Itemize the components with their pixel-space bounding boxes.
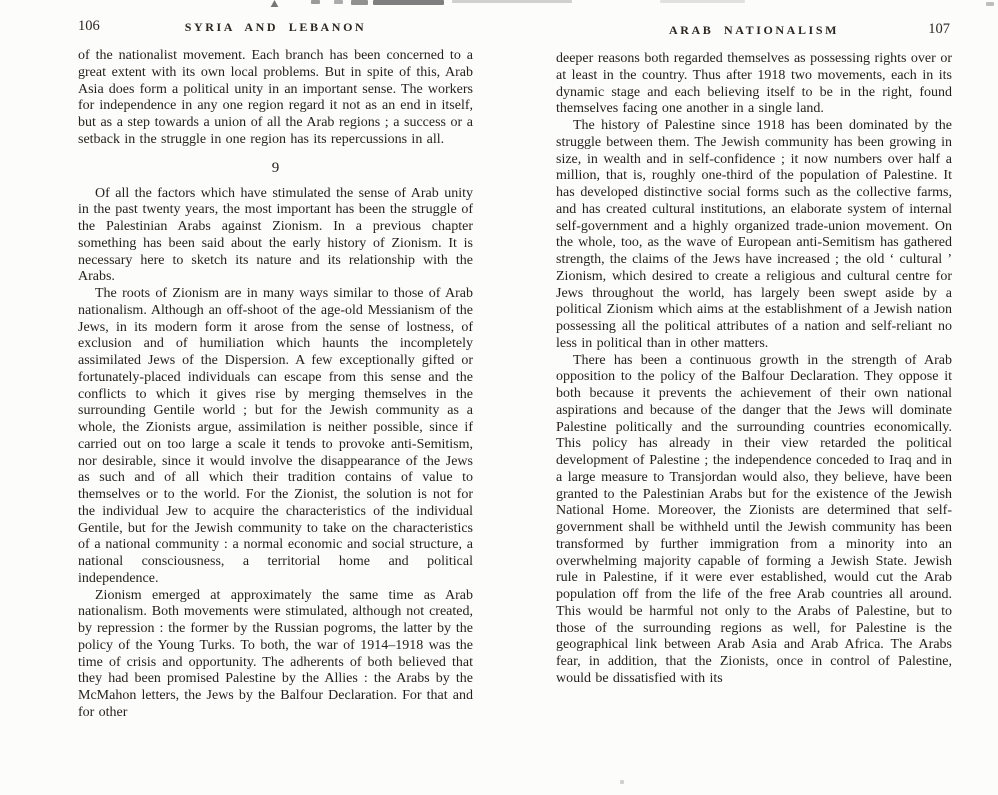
running-header: SYRIA AND LEBANON <box>184 20 367 34</box>
paragraph: deeper reasons both regarded themselves as possessing rights over or at least in the country. Thus after 1918 two movements, each in its dynamic stage and each believing itself to be in the right, found themselves facing one another in a single land. <box>556 51 952 117</box>
paragraph: Of all the factors which have stimulated the sense of Arab unity in the past twenty years, the most important has been the struggle of the Palestinian Arabs against Zionism. In a previous chapter something has been said about the early history of Zionism. It is necessary here to sketch its nature and its relationship with the Arabs. <box>78 185 473 285</box>
paragraph: The roots of Zionism are in many ways similar to those of Arab nationalism. Although an off-shoot of the age-old Messianism of the Jews, in its modern form it arose from the sense of lostness, of exclusion and of humiliation which haunts the incompletely assimilated Jews of the Dispersion. A few exceptionally gifted or fortunately-placed individuals can escape from this sense and the conflicts to which it gives rise by merging themselves in the surrounding Gentile world ; but for the Jewish community as a whole, the Zionists argue, assimilation is neither possible, since if carried out on too large a scale it tends to provoke anti-Semitism, nor desirable, since it would involve the disappearance of the Jews as such and of all which their tradition contains of value to themselves or to the world. For the Zionist, the solution is not for the individual Jew to acquire the characteristics of the individual Gentile, but for the Jewish community to take on the characteristics of a national community : a normal economic and social structure, a national consciousness, a territorial home and political independence. <box>78 286 473 586</box>
page-header-left <box>78 20 473 38</box>
paragraph: The history of Palestine since 1918 has been dominated by the struggle between them. The Jewish community has been growing in size, in wealth and in self-confidence ; it now numbers over half a million, that is, roughly one-third of the population of Palestine. It has developed distinctive social forms such as the collective farms, and has created cultural institutions, an elaborate system of internal self-government and a highly organized trade-union movement. On the whole, too, as the wave of European anti-Semitism has gathered strength, the claims of the Jews have increased ; the old ‘ cultural ’ Zionism, which desired to create a religious and cultural centre for Jews throughout the world, has largely been swept aside by a political Zionism which aims at the establishment of a Jewish nation possessing all the political attributes of a nation and self-reliant no less in political than in other matters. <box>556 118 952 351</box>
page-number: 107 <box>928 21 950 37</box>
running-header: ARAB NATIONALISM <box>668 23 840 37</box>
page-header-right <box>556 23 952 41</box>
paragraph: of the nationalist movement. Each branch has been concerned to a great extent with its own local problems. But in spite of this, Arab Asia does form a political unity in an important sense. The workers for independence in any one region regard it not as an end in itself, but as a step towards a union of all the Arab regions ; a success or a setback in the struggle in one region has its repercussions in all. <box>78 48 473 147</box>
page-right <box>556 0 952 688</box>
page-number: 106 <box>78 18 100 34</box>
paragraph: Zionism emerged at approximately the same time as Arab nationalism. Both movements were stimulated, although not created, by repression : the former by the Russian pogroms, the latter by the policy of the Young Turks. To both, the war of 1914–1918 was the time of crisis and opportunity. The adherents of both believed that they had been promised Palestine by the Allies : the Arabs by the McMahon letters, the Jews by the Balfour Declaration. For that and for other <box>78 587 473 720</box>
paragraph: There has been a continuous growth in the strength of Arab opposition to the policy of the Balfour Declaration. They oppose it both because it prevents the achievement of their own national aspirations and because of the danger that the Jews will dominate Palestine politically and the surrounding countries economically. This policy has already in their view retarded the political development of Palestine ; the independence conceded to Iraq and in a large measure to Transjordan would also, they believe, have been granted to the Palestinian Arabs but for the existence of the Jewish National Home. Moreover, the Zionists are determined that self-government shall be withheld until the Jewish community has been transformed by further immigration from a minority into an overwhelming majority capable of forming a Jewish State. Jewish rule in Palestine, if it were ever established, would cut the Arab population off from the life of the free Arab countries all around. This would be harmful not only to the Arabs of Palestine, but to those of the surrounding regions as well, for Palestine is the geographical link between Arab Asia and Arab Africa. The Arabs fear, in addition, that the Zionists, once in control of Palestine, would be dissatisfied with its <box>556 352 952 686</box>
section-number: 9 <box>271 159 280 176</box>
scan-smudge <box>620 780 624 784</box>
scan-smudge <box>986 2 994 6</box>
page-left <box>78 0 473 722</box>
